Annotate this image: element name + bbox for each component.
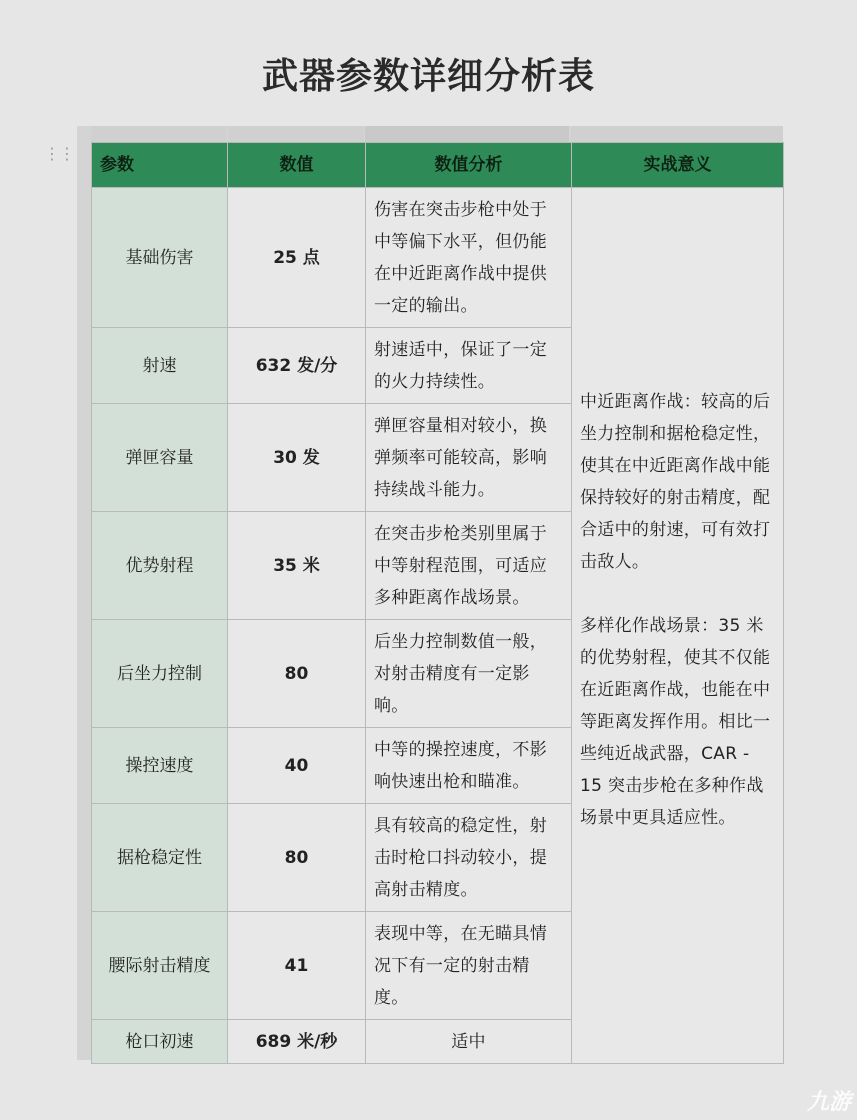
column-strip[interactable]: [571, 126, 783, 142]
column-strip[interactable]: [228, 126, 364, 142]
param-cell[interactable]: 基础伤害: [92, 188, 228, 328]
header-value[interactable]: 数值: [228, 143, 366, 188]
analysis-cell[interactable]: 在突击步枪类别里属于中等射程范围，可适应多种距离作战场景。: [366, 512, 572, 620]
watermark-logo: 九游: [806, 1090, 851, 1115]
value-cell[interactable]: 632 发/分: [228, 328, 366, 404]
param-cell[interactable]: 操控速度: [92, 728, 228, 804]
param-cell[interactable]: 后坐力控制: [92, 620, 228, 728]
header-analysis[interactable]: 数值分析: [366, 143, 572, 188]
param-cell[interactable]: 弹匣容量: [92, 404, 228, 512]
param-cell[interactable]: 射速: [92, 328, 228, 404]
meaning-paragraph-2: 多样化作战场景：35 米的优势射程，使其不仅能在近距离作战，也能在中等距离发挥作用。相比一些纯近战武器，CAR - 15 突击步枪在多种作战场景中更具适应性。: [580, 616, 771, 828]
value-cell[interactable]: 689 米/秒: [228, 1020, 366, 1064]
value-cell[interactable]: 80: [228, 804, 366, 912]
param-cell[interactable]: 据枪稳定性: [92, 804, 228, 912]
meaning-cell[interactable]: [572, 188, 784, 1064]
value-cell[interactable]: 40: [228, 728, 366, 804]
param-cell[interactable]: 腰际射击精度: [92, 912, 228, 1020]
column-strip[interactable]: [91, 126, 226, 142]
value-cell[interactable]: 25 点: [228, 188, 366, 328]
analysis-cell[interactable]: 后坐力控制数值一般，对射击精度有一定影响。: [366, 620, 572, 728]
analysis-cell[interactable]: 射速适中，保证了一定的火力持续性。: [366, 328, 572, 404]
analysis-cell[interactable]: 弹匣容量相对较小，换弹频率可能较高，影响持续战斗能力。: [366, 404, 572, 512]
header-meaning[interactable]: 实战意义: [572, 143, 784, 188]
weapon-params-table: [91, 142, 784, 1064]
table-row: [92, 188, 784, 328]
value-cell[interactable]: 35 米: [228, 512, 366, 620]
analysis-cell[interactable]: 适中: [366, 1020, 572, 1064]
analysis-cell[interactable]: 表现中等，在无瞄具情况下有一定的射击精度。: [366, 912, 572, 1020]
header-param[interactable]: 参数: [92, 143, 228, 188]
param-cell[interactable]: 优势射程: [92, 512, 228, 620]
column-strip[interactable]: [365, 126, 569, 142]
analysis-cell[interactable]: 具有较高的稳定性，射击时枪口抖动较小，提高射击精度。: [366, 804, 572, 912]
value-cell[interactable]: 80: [228, 620, 366, 728]
param-cell[interactable]: 枪口初速: [92, 1020, 228, 1064]
value-cell[interactable]: 41: [228, 912, 366, 1020]
analysis-cell[interactable]: 伤害在突击步枪中处于中等偏下水平，但仍能在中近距离作战中提供一定的输出。: [366, 188, 572, 328]
table-header-row: [92, 143, 784, 188]
drag-handle-icon[interactable]: ⋮⋮: [44, 144, 74, 163]
analysis-cell[interactable]: 中等的操控速度，不影响快速出枪和瞄准。: [366, 728, 572, 804]
meaning-paragraph-1: 中近距离作战：较高的后坐力控制和据枪稳定性，使其在中近距离作战中能保持较好的射击精度，配合适中的射速，可有效打击敌人。: [580, 392, 771, 572]
page-title: 武器参数详细分析表: [261, 56, 595, 97]
value-cell[interactable]: 30 发: [228, 404, 366, 512]
